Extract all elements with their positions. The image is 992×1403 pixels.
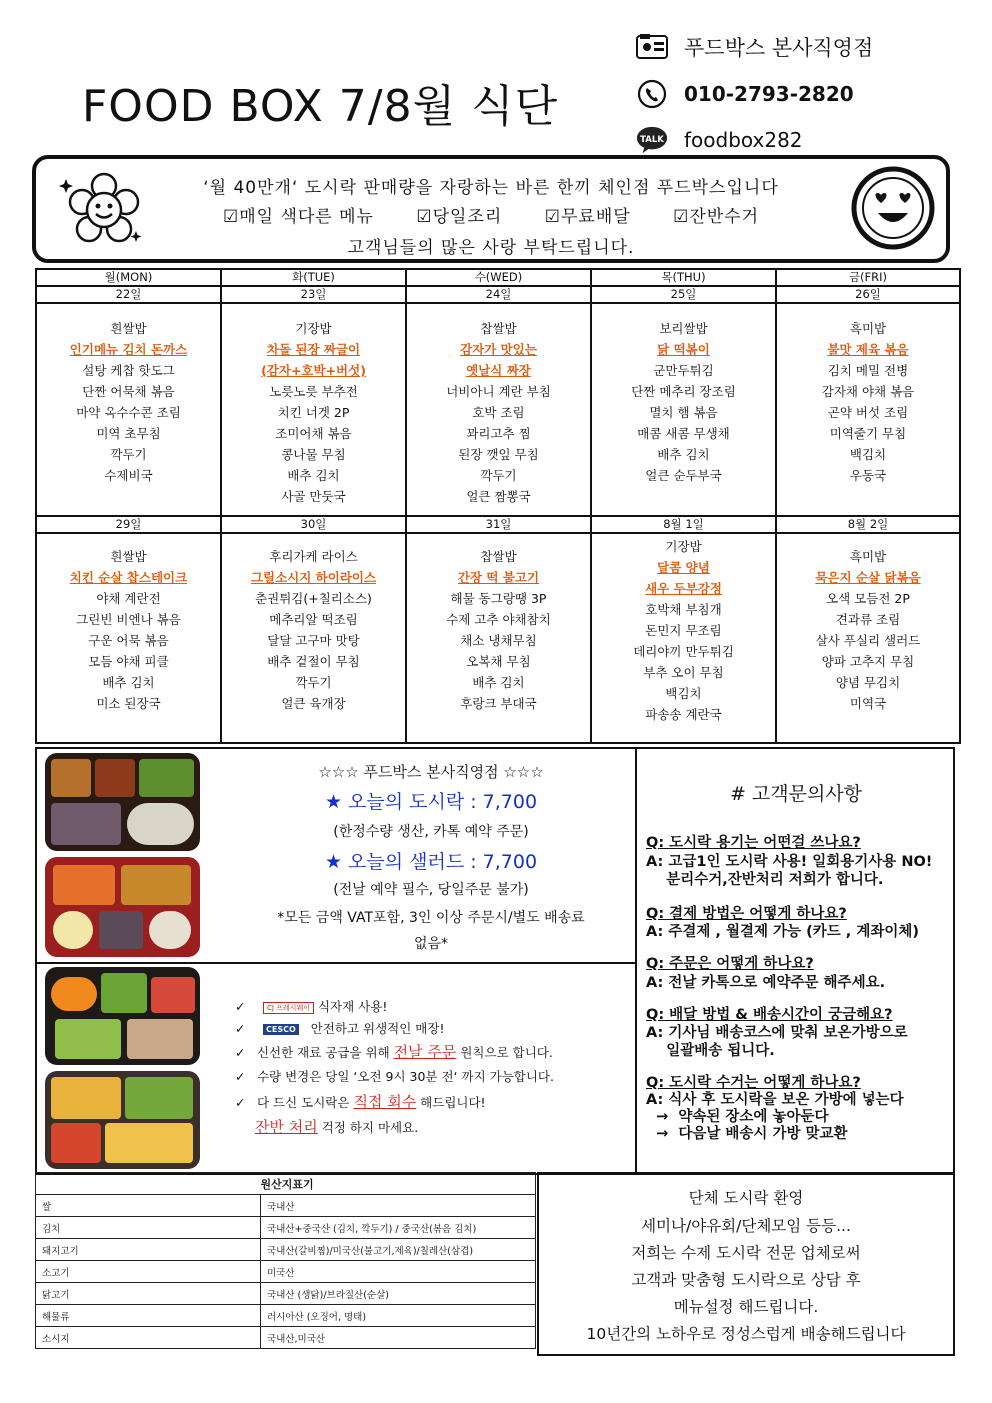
- menu-item: 구운 어묵 볶음: [88, 633, 169, 648]
- menu-item: 데리야끼 만두튀김: [633, 644, 734, 659]
- check-text: 신선한 재료 공급을 위해: [256, 1045, 390, 1060]
- day-menu: [407, 304, 590, 507]
- menu-item: 된장 깻잎 무침: [458, 447, 539, 462]
- menu-item: 야채 계란전: [96, 591, 161, 606]
- faq-answer-line: → 다음날 배송시 가방 맞교환: [646, 1126, 848, 1142]
- menu-item-main: 묵은지 순살 닭볶음: [815, 570, 921, 585]
- banner-features: [36, 202, 946, 227]
- weekday-tue: 화(TUE): [221, 269, 406, 286]
- faq-question: Q: 도시락 수거는 어떻게 하나요?: [646, 1075, 861, 1091]
- menu-item: 콩나물 무침: [281, 447, 346, 462]
- store-name: 푸드박스 본사직영점: [684, 36, 874, 60]
- origin-item: 소고기: [36, 1261, 261, 1283]
- menu-item: 돈민지 무조림: [645, 623, 722, 638]
- menu-item: 흑미밥: [849, 549, 887, 564]
- faq-answer: [646, 974, 885, 992]
- menu-item-main: 치킨 순살 찹스테이크: [69, 570, 188, 585]
- weekday-fri: 금(FRI): [776, 269, 960, 286]
- group-line: 저희는 수제 도시락 전문 업체로써: [631, 1244, 861, 1262]
- weekday-mon: 월(MON): [36, 269, 221, 286]
- check-cj: [235, 997, 387, 1015]
- group-order-box: [537, 1172, 955, 1356]
- menu-item: 백김치: [849, 447, 887, 462]
- menu-item: 사골 만둣국: [281, 489, 346, 504]
- check-text: 원칙으로 합니다.: [460, 1045, 553, 1060]
- promo-store-line: ☆☆☆ 푸드박스 본사직영점 ☆☆☆: [318, 763, 544, 781]
- faq-answer-line: A: 전날 카톡으로 예약주문 해주세요.: [646, 975, 886, 991]
- feature-same-day: ☑당일조리: [416, 207, 503, 227]
- day-menu: [592, 304, 775, 486]
- check-text: 걱정 하지 마세요.: [321, 1120, 419, 1135]
- menu-item: 그린빈 비엔나 볶음: [76, 612, 181, 627]
- origin-country: 국내산,미국산: [261, 1327, 536, 1349]
- menu-item: 우동국: [849, 468, 887, 483]
- svg-text:TALK: TALK: [640, 133, 664, 144]
- promo-panel: [37, 749, 637, 1173]
- check-cesco: [235, 1019, 444, 1037]
- menu-item: 미역 초무침: [96, 426, 161, 441]
- day-menu: [407, 534, 590, 714]
- menu-item: 감자채 야채 볶음: [821, 384, 915, 399]
- menu-item: 기장밥: [295, 321, 332, 336]
- menu-item: 얼큰 짬뽕국: [466, 489, 531, 504]
- menu-item: 배추 김치: [472, 675, 525, 690]
- check-icon: ✓: [235, 999, 246, 1014]
- origin-row: [36, 1217, 536, 1239]
- store-icon: [636, 33, 668, 61]
- date-cell: 25일: [591, 286, 776, 303]
- menu-item: 백김치: [665, 686, 702, 701]
- menu-item: 양념 무김치: [835, 675, 901, 690]
- menu-item: 깍두기: [295, 675, 332, 690]
- menu-item-main: 옛날식 짜장: [466, 363, 531, 378]
- menu-item: 오복채 무침: [466, 654, 531, 669]
- faq-answer: [646, 853, 932, 889]
- menu-item: 파송송 계란국: [645, 707, 722, 722]
- vat-note-line: 없음*: [413, 936, 449, 952]
- check-icon: ✓: [235, 1095, 246, 1110]
- date-row-week1: [36, 286, 960, 303]
- kakao-id[interactable]: foodbox282: [684, 128, 803, 152]
- menu-item: 채소 냉채무침: [460, 633, 537, 648]
- group-line: 10년간의 노하우로 정성스럽게 배송해드립니다: [586, 1325, 906, 1343]
- origin-row: [36, 1305, 536, 1327]
- page-title: FOOD BOX 7/8월 식단: [82, 81, 559, 132]
- weekday-header-row: [36, 269, 960, 286]
- date-cell: 8월 1일: [591, 516, 776, 533]
- origin-item: 소시지: [36, 1327, 261, 1349]
- origin-item: 김치: [36, 1217, 261, 1239]
- origin-row: [36, 1195, 536, 1217]
- menu-item: 호박채 부침개: [645, 602, 722, 617]
- menu-item-main: 인기메뉴 김치 돈까스: [69, 342, 188, 357]
- menu-item: 호박 조림: [472, 405, 525, 420]
- menu-item: 찹쌀밥: [480, 549, 517, 564]
- faq-title: # 고객문의사항: [729, 783, 863, 805]
- origin-country: 국내산: [261, 1195, 536, 1217]
- weekly-menu-table: [35, 268, 961, 744]
- menu-row-week2: [36, 533, 960, 743]
- faq-question: Q: 도시락 용기는 어떤걸 쓰나요?: [646, 835, 861, 851]
- salad-box-photo: [45, 857, 200, 957]
- menu-item: 오색 모듬전 2P: [826, 591, 910, 606]
- menu-item: 미역국: [849, 696, 887, 711]
- kakao-contact: [636, 126, 803, 154]
- menu-item: 흰쌀밥: [110, 321, 147, 336]
- menu-item: 배추 김치: [657, 447, 710, 462]
- menu-item-main: 감자가 맛있는: [460, 342, 537, 357]
- menu-item: 단짠 메추리 장조림: [631, 384, 736, 399]
- check-highlight: 직접 회수: [353, 1093, 417, 1111]
- origin-country: 국내산 (생닭)/브라질산(순살): [261, 1283, 536, 1305]
- date-cell: 30일: [221, 516, 406, 533]
- check-quantity: [235, 1067, 554, 1085]
- faq-answer: [646, 923, 919, 941]
- menu-item-main: 그릴소시지 하이라이스: [250, 570, 377, 585]
- menu-item: 너비아니 계란 부침: [446, 384, 551, 399]
- menu-item: 노릇노릇 부추전: [269, 384, 358, 399]
- menu-item: 깍두기: [480, 468, 517, 483]
- origin-table: [35, 1172, 536, 1349]
- menu-item: 흰쌀밥: [110, 549, 147, 564]
- group-line: 고객과 맞춤형 도시락으로 상담 후: [631, 1271, 861, 1289]
- menu-item: 설탕 케찹 핫도그: [82, 363, 175, 378]
- menu-item: 얼큰 순두부국: [645, 468, 722, 483]
- day-menu: [222, 304, 405, 507]
- banner-headline: ‘월 40만개‘ 도시락 판매량을 자랑하는 바른 한끼 체인점 푸드박스입니다: [203, 178, 779, 198]
- check-fresh: [235, 1041, 553, 1062]
- phone-number[interactable]: 010-2793-2820: [684, 82, 854, 106]
- origin-title: 원산지표기: [36, 1173, 536, 1195]
- menu-item: 해물 동그랑땡 3P: [450, 591, 547, 606]
- heart-eyes-smile-icon: [850, 165, 936, 255]
- feature-free-delivery: ☑무료배달: [544, 207, 631, 227]
- menu-item: 찹쌀밥: [480, 321, 517, 336]
- weekday-wed: 수(WED): [406, 269, 591, 286]
- check-icon: ✓: [235, 1069, 246, 1084]
- faq-answer-line: A: 기사님 배송코스에 맞춰 보온가방으로: [646, 1025, 908, 1041]
- day-menu: [37, 304, 220, 486]
- menu-item: 흑미밥: [849, 321, 887, 336]
- date-cell: 23일: [221, 286, 406, 303]
- menu-item: 모듬 야채 피클: [88, 654, 169, 669]
- check-text: 해드립니다!: [420, 1095, 486, 1110]
- menu-item: 보리쌀밥: [659, 321, 708, 336]
- day-menu: [222, 534, 405, 714]
- menu-item: 배추 겉절이 무침: [267, 654, 360, 669]
- menu-item: 김치 메밀 전병: [827, 363, 909, 378]
- menu-item: 기장밥: [665, 539, 702, 554]
- intro-banner: [32, 155, 950, 263]
- origin-country: 미국산: [261, 1261, 536, 1283]
- check-highlight: 전날 주문: [393, 1043, 457, 1061]
- menu-row-week1: [36, 303, 960, 516]
- vat-note-line: *모든 금액 VAT포함, 3인 이상 주문시/별도 배송료: [277, 910, 585, 926]
- menu-item-main: 간장 떡 불고기: [457, 570, 540, 585]
- menu-item: 후랑크 부대국: [460, 696, 537, 711]
- date-cell: 31일: [406, 516, 591, 533]
- banner-thanks: 고객님들의 많은 사랑 부탁드립니다.: [347, 238, 635, 258]
- date-cell: 8월 2일: [776, 516, 960, 533]
- origin-item: 쌀: [36, 1195, 261, 1217]
- menu-item: 매콤 새콤 무생채: [637, 426, 730, 441]
- origin-item: 닭고기: [36, 1283, 261, 1305]
- menu-item: 수제 고추 야채참치: [446, 612, 551, 627]
- menu-item: 후리가케 라이스: [269, 549, 358, 564]
- salad-photo: [45, 967, 200, 1065]
- check-text: 안전하고 위생적인 매장!: [310, 1021, 445, 1036]
- kakaotalk-icon: [636, 126, 668, 154]
- check-collect: [235, 1091, 486, 1112]
- faq-question: Q: 주문은 어떻게 하나요?: [646, 956, 814, 972]
- origin-row: [36, 1327, 536, 1349]
- menu-item-main: 새우 두부강정: [645, 581, 722, 596]
- promo-divider: [37, 962, 635, 964]
- group-line: 메뉴설정 해드립니다.: [673, 1298, 819, 1316]
- feature-daily-menu: ☑매일 색다른 메뉴: [222, 207, 374, 227]
- menu-item: 단짠 어묵채 볶음: [82, 384, 175, 399]
- date-row-week2: [36, 516, 960, 533]
- faq-panel: [639, 749, 953, 1173]
- menu-item: 군만두튀김: [653, 363, 714, 378]
- menu-item: 마약 옥수수콘 조림: [76, 405, 181, 420]
- menu-item: 치킨 너겟 2P: [277, 405, 350, 420]
- faq-answer-line: 일괄배송 됩니다.: [646, 1043, 775, 1059]
- faq-answer-line: A: 주결제 , 월결제 가능 (카드 , 계좌이체): [646, 924, 919, 940]
- cj-logo: CJ 프레시웨이: [263, 1002, 314, 1014]
- menu-item: 수제비국: [104, 468, 153, 483]
- menu-item: 미역줄기 무침: [829, 426, 907, 441]
- menu-item: 꽈리고추 찜: [466, 426, 531, 441]
- group-line: 단체 도시락 환영: [688, 1189, 804, 1207]
- lunchbox-photo: [45, 753, 200, 851]
- info-section: [35, 747, 955, 1175]
- menu-item: 달달 고구마 맛탕: [267, 633, 360, 648]
- faq-answer-line: A: 식사 후 도시락을 보온 가방에 넣는다: [646, 1092, 904, 1108]
- menu-item: 배추 김치: [102, 675, 155, 690]
- date-cell: 24일: [406, 286, 591, 303]
- day-menu: [37, 534, 220, 714]
- check-waste: [255, 1116, 418, 1137]
- weekday-thu: 목(THU): [591, 269, 776, 286]
- faq-question: Q: 배달 방법 & 배송시간이 궁금해요?: [646, 1007, 893, 1023]
- vat-note: [227, 907, 635, 953]
- menu-item-main: (감자+호박+버섯): [261, 363, 366, 378]
- menu-item: 춘권튀김(+칠리소스): [255, 591, 372, 606]
- menu-item: 부추 오이 무침: [643, 665, 724, 680]
- menu-item-main: 불맛 제육 볶음: [827, 342, 909, 357]
- date-cell: 22일: [36, 286, 221, 303]
- origin-row: [36, 1283, 536, 1305]
- check-text: 다 드신 도시락은: [256, 1095, 350, 1110]
- menu-item: 미소 된장국: [96, 696, 161, 711]
- check-icon: ✓: [235, 1045, 246, 1060]
- menu-item: 메추리알 떡조림: [269, 612, 358, 627]
- origin-country: 국내산+중국산 (김치, 깍두기) / 중국산(볶음 김치): [261, 1217, 536, 1239]
- menu-item: 양파 고추지 무침: [821, 654, 915, 669]
- origin-country: 러시아산 (오징어, 명태): [261, 1305, 536, 1327]
- cesco-logo: CESCO: [263, 1024, 299, 1035]
- menu-item: 조미어채 볶음: [275, 426, 352, 441]
- faq-answer-line: A: 고급1인 도시락 사용! 일회용기사용 NO!: [646, 854, 933, 870]
- day-menu: [592, 534, 775, 725]
- feature-leftover-pickup: ☑잔반수거: [673, 207, 760, 227]
- menu-item-main: 달콤 양념: [657, 560, 710, 575]
- group-line: 세미나/야유회/단체모임 등등...: [641, 1217, 851, 1235]
- phone-icon: [636, 80, 668, 108]
- origin-country: 국내산(갈비찜)/미국산(불고기,제육)/칠레산(삼겹): [261, 1239, 536, 1261]
- faq-answer-line: 분리수거,잔반처리 저희가 합니다.: [646, 872, 884, 888]
- origin-item: 해물류: [36, 1305, 261, 1327]
- check-icon: ✓: [235, 1021, 246, 1036]
- salad-bowls-photo: [45, 1071, 200, 1169]
- lunchbox-note: (한정수량 생산, 카톡 예약 주문): [333, 824, 529, 840]
- lunchbox-price: ★ 오늘의 도시락 : 7,700: [324, 791, 538, 813]
- day-menu: [777, 304, 959, 486]
- faq-answer: [646, 1024, 908, 1060]
- origin-row: [36, 1261, 536, 1283]
- menu-item: 얼큰 육개장: [281, 696, 346, 711]
- origin-row: [36, 1239, 536, 1261]
- phone-contact: [636, 80, 854, 108]
- check-text: 식자재 사용!: [317, 999, 388, 1014]
- date-cell: 29일: [36, 516, 221, 533]
- menu-item: 멸치 햄 볶음: [649, 405, 718, 420]
- salad-price: ★ 오늘의 샐러드 : 7,700: [324, 851, 538, 873]
- menu-item: 곤약 버섯 조림: [827, 405, 909, 420]
- check-text: 수량 변경은 당일 ‘오전 9시 30분 전‘ 까지 가능합니다.: [256, 1069, 554, 1084]
- menu-item: 깍두기: [110, 447, 147, 462]
- faq-question: Q: 결제 방법은 어떻게 하나요?: [646, 906, 847, 922]
- menu-item-main: 차돌 된장 짜글이: [266, 342, 361, 357]
- day-menu: [777, 534, 959, 714]
- salad-note: (전날 예약 필수, 당일주문 불가): [333, 882, 529, 898]
- origin-item: 돼지고기: [36, 1239, 261, 1261]
- menu-item-main: 닭 떡볶이: [657, 342, 710, 357]
- check-highlight: 잔반 처리: [255, 1118, 318, 1136]
- store-contact: [636, 32, 873, 62]
- menu-item: 견과류 조림: [835, 612, 901, 627]
- date-cell: 26일: [776, 286, 960, 303]
- faq-answer-line: → 약속된 장소에 놓아둔다: [646, 1109, 829, 1125]
- faq-answer: [646, 1092, 904, 1143]
- menu-item: 배추 김치: [287, 468, 340, 483]
- menu-item: 살사 푸실리 샐러드: [815, 633, 921, 648]
